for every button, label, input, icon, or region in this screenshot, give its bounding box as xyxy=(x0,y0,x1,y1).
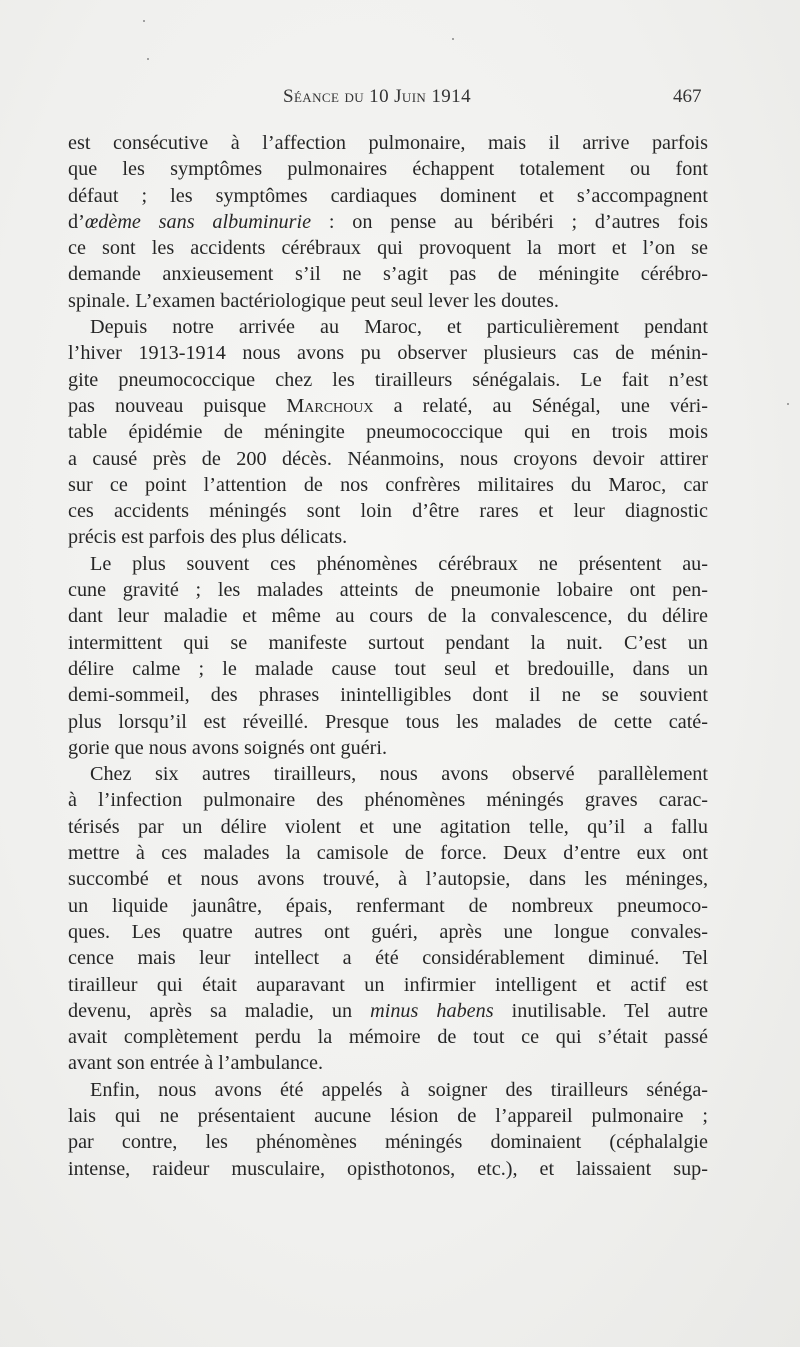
author-name: Marchoux xyxy=(286,394,374,417)
text-line: gite pneumococcique chez les tirailleurs sénégalais. Le fait n’est xyxy=(68,368,708,391)
running-title: Séance du 10 Juin 1914 xyxy=(283,86,471,107)
text-line: ce sont les accidents cérébraux qui provoquent la mort et l’on se xyxy=(68,237,708,260)
text-line: que les symptômes pulmonaires échappent totalement ou font xyxy=(68,158,708,181)
text-line: a causé près de 200 décès. Néanmoins, nous croyons devoir attirer xyxy=(68,447,708,470)
text-line: avant son entrée à l’ambulance. xyxy=(68,1052,324,1075)
text-line: intermittent qui se manifeste surtout pendant la nuit. C’est un xyxy=(68,631,708,654)
text-line: dant leur maladie et même au cours de la convalescence, du délire xyxy=(68,605,708,628)
paper-speck xyxy=(452,38,454,40)
text-line: ces accidents méningés sont loin d’être rares et leur diagnostic xyxy=(68,500,708,523)
page-number: 467 xyxy=(673,86,702,107)
paper-speck xyxy=(787,403,789,405)
text-line: Chez six autres tirailleurs, nous avons observé parallèlement xyxy=(90,763,708,786)
text-line: térisés par un délire violent et une agitation telle, qu’il a fallu xyxy=(68,815,708,838)
text-segment: a relaté, au Sénégal, une véri- xyxy=(373,394,708,417)
text-segment: : on pense au béribéri ; d’autres fois xyxy=(311,210,708,233)
paper-speck xyxy=(143,20,145,22)
text-line xyxy=(68,393,708,419)
text-segment: d’ xyxy=(68,210,85,233)
text-line: plus lorsqu’il est réveillé. Presque tous les malades de cette caté- xyxy=(68,710,708,733)
paper-speck xyxy=(147,58,149,60)
text-segment: devenu, après sa maladie, un xyxy=(68,999,371,1022)
text-line: délire calme ; le malade cause tout seul et bredouille, dans un xyxy=(68,657,708,680)
text-segment: inutilisable. Tel autre xyxy=(493,999,708,1022)
text-line: Le plus souvent ces phénomènes cérébraux ne présentent au- xyxy=(90,552,708,575)
italic-text: œdème sans albuminurie xyxy=(84,210,312,233)
body-text xyxy=(68,130,708,1182)
text-line xyxy=(68,998,708,1024)
text-line: est consécutive à l’affection pulmonaire, mais il arrive parfois xyxy=(68,132,708,154)
text-line: spinale. L’examen bactériologique peut seul lever les doutes. xyxy=(68,289,559,312)
text-line: défaut ; les symptômes cardiaques dominent et s’accompagnent xyxy=(68,184,708,207)
text-line: succombé et nous avons trouvé, à l’autopsie, dans les méninges, xyxy=(68,868,708,891)
text-line: ques. Les quatre autres ont guéri, après une longue convales- xyxy=(68,920,708,943)
text-line: Enfin, nous avons été appelés à soigner des tirailleurs sénéga- xyxy=(90,1078,708,1101)
text-line: lais qui ne présentaient aucune lésion de l’appareil pulmonaire ; xyxy=(68,1104,708,1127)
text-line: intense, raideur musculaire, opisthotonos, etc.), et laissaient sup- xyxy=(68,1157,708,1180)
page-header xyxy=(0,86,800,116)
text-line: mettre à ces malades la camisole de force. Deux d’entre eux ont xyxy=(68,842,708,865)
text-line: demi-sommeil, des phrases inintelligibles dont il ne se souvient xyxy=(68,684,708,707)
text-line: avait complètement perdu la mémoire de tout ce qui s’était passé xyxy=(68,1026,708,1049)
text-line: cune gravité ; les malades atteints de pneumonie lobaire ont pen- xyxy=(68,579,708,602)
text-line: table épidémie de méningite pneumococcique qui en trois mois xyxy=(68,421,708,444)
text-line: tirailleur qui était auparavant un infirmier intelligent et actif est xyxy=(68,973,708,996)
text-line: un liquide jaunâtre, épais, renfermant de nombreux pneumoco- xyxy=(68,894,708,917)
text-line: demande anxieusement s’il ne s’agit pas de méningite cérébro- xyxy=(68,263,708,286)
italic-text: minus habens xyxy=(370,999,494,1022)
text-line: à l’infection pulmonaire des phénomènes méningés graves carac- xyxy=(68,789,708,812)
text-line: par contre, les phénomènes méningés dominaient (céphalalgie xyxy=(68,1131,708,1154)
text-line: Depuis notre arrivée au Maroc, et particulièrement pendant xyxy=(90,316,708,339)
text-line: précis est parfois des plus délicats. xyxy=(68,526,348,549)
text-line xyxy=(68,209,708,235)
text-line: cence mais leur intellect a été considérablement diminué. Tel xyxy=(68,947,708,970)
text-line: gorie que nous avons soignés ont guéri. xyxy=(68,736,388,759)
text-segment: pas nouveau puisque xyxy=(68,394,287,417)
text-line: l’hiver 1913-1914 nous avons pu observer plusieurs cas de ménin- xyxy=(68,342,708,365)
text-line: sur ce point l’attention de nos confrères militaires du Maroc, car xyxy=(68,473,708,496)
